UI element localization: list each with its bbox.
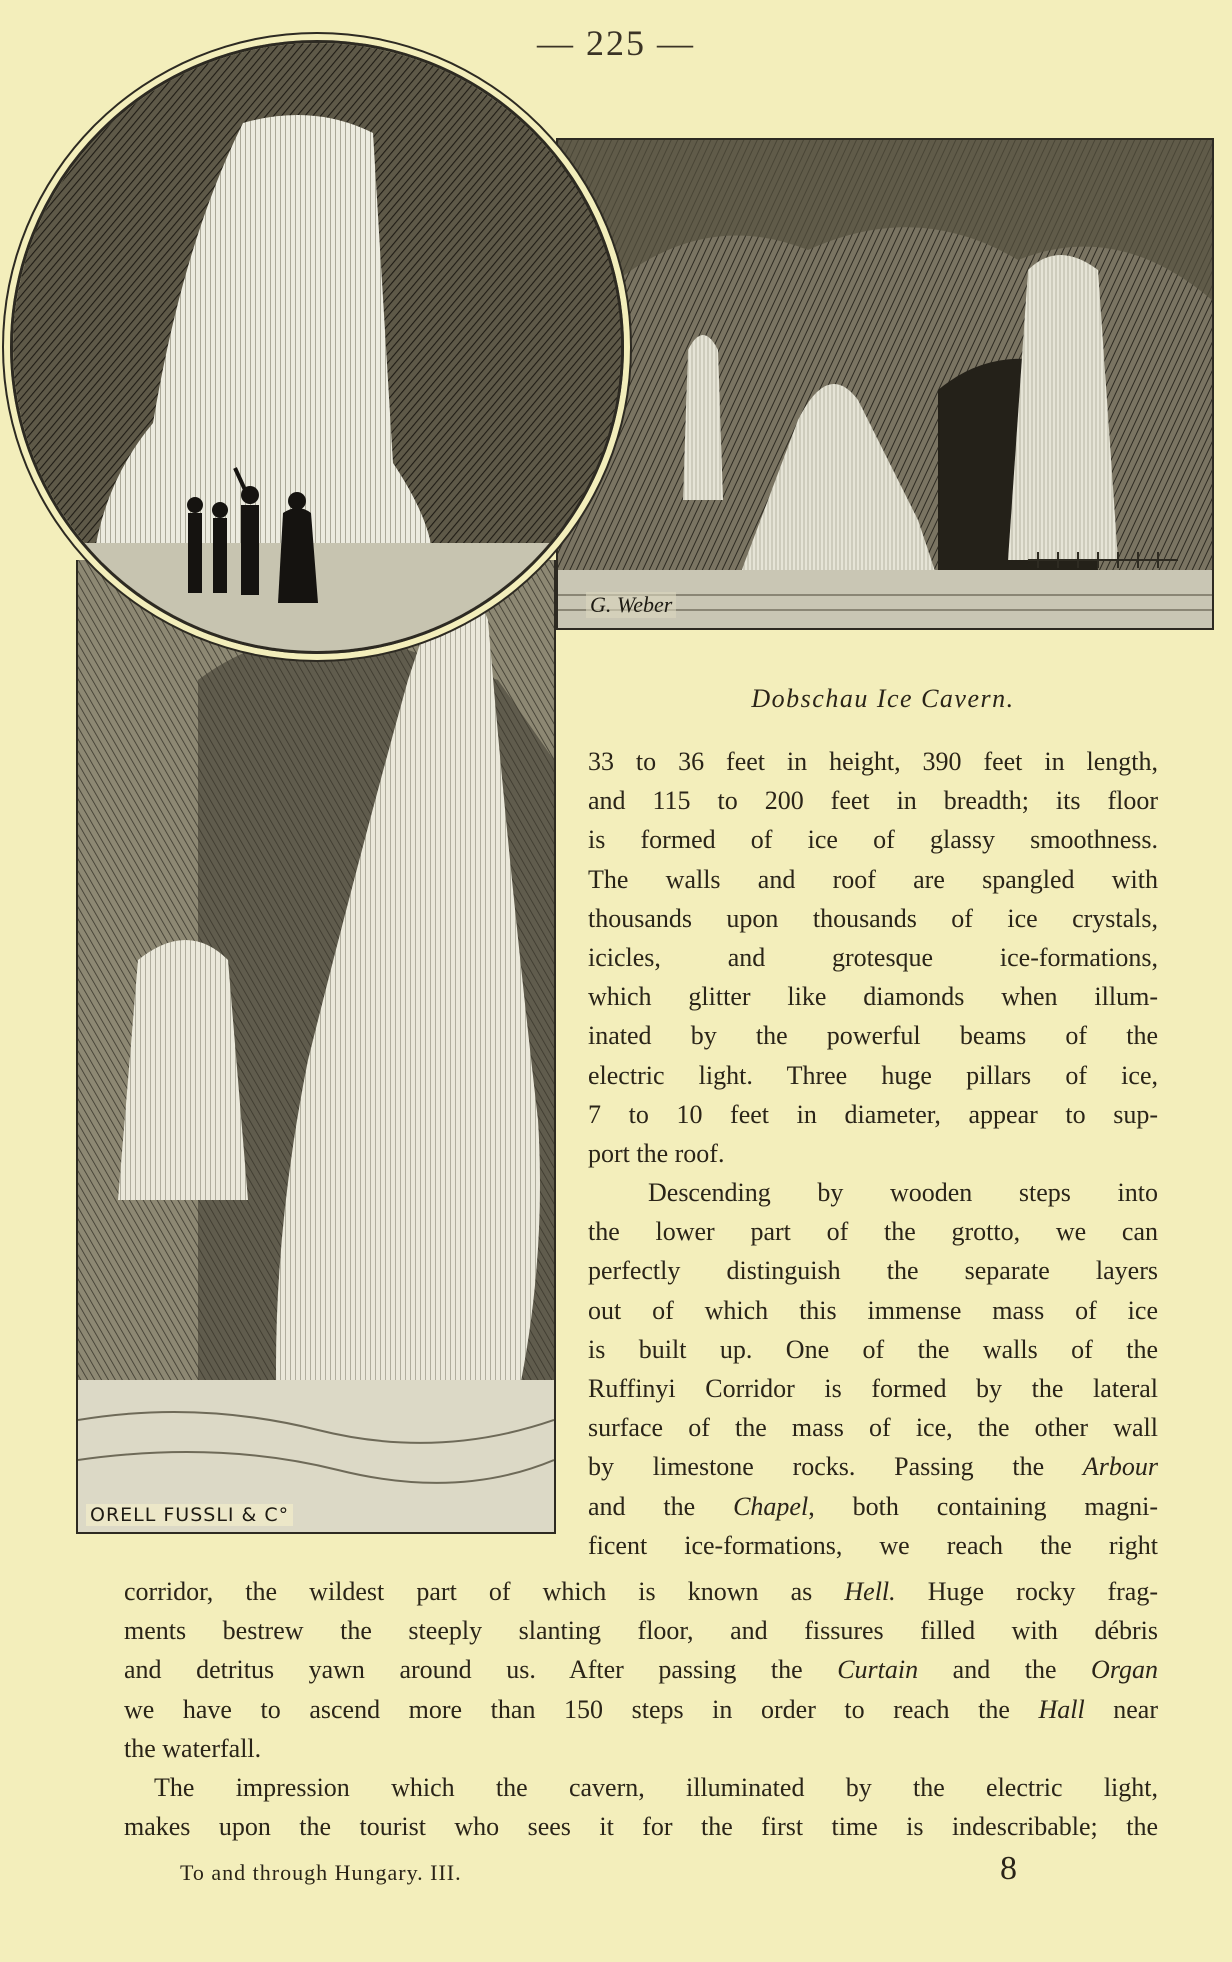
ice-cavern-illustration-right bbox=[556, 138, 1214, 630]
text-line: The walls and roof are spangled with bbox=[588, 864, 1158, 894]
page-number: — 225 — bbox=[537, 23, 695, 63]
text-line: makes upon the tourist who sees it for the first time is indescribable; the bbox=[124, 1812, 1158, 1842]
figure-caption: Dobschau Ice Cavern. bbox=[751, 684, 1015, 713]
text-line: Ruffinyi Corridor is formed by the lateral bbox=[588, 1374, 1158, 1403]
text-line: 33 to 36 feet in height, 390 feet in length, bbox=[588, 747, 1158, 776]
text-line: port the roof. bbox=[588, 1138, 725, 1168]
text-line: by limestone rocks. Passing the Arbour bbox=[588, 1452, 1158, 1482]
text-line: the lower part of the grotto, we can bbox=[588, 1217, 1158, 1247]
text-line: is formed of ice of glassy smoothness. bbox=[588, 825, 1158, 855]
footer-title: To and through Hungary. III. bbox=[180, 1860, 462, 1885]
text-line: the waterfall. bbox=[124, 1733, 262, 1763]
body-text-wide bbox=[124, 1572, 1158, 1846]
text-line: we have to ascend more than 150 steps in order to reach the Hall near bbox=[124, 1694, 1158, 1724]
text-line: perfectly distinguish the separate layers bbox=[588, 1256, 1158, 1286]
text-line: which glitter like diamonds when illum- bbox=[588, 982, 1158, 1012]
signature-mark: 8 bbox=[1000, 1850, 1017, 1887]
engraver-signature: G. Weber bbox=[586, 592, 676, 618]
text-line: inated by the powerful beams of the bbox=[588, 1021, 1158, 1051]
text-line: ficent ice-formations, we reach the right bbox=[588, 1530, 1158, 1560]
engraver-credit: ORELL FUSSLI & C° bbox=[86, 1504, 293, 1526]
text-line: electric light. Three huge pillars of ice, bbox=[588, 1060, 1158, 1090]
text-line: Descending by wooden steps into bbox=[648, 1178, 1158, 1208]
text-line: 7 to 10 feet in diameter, appear to sup- bbox=[588, 1099, 1158, 1129]
text-line: and detritus yawn around us. After passing the Curtain and the Organ bbox=[124, 1655, 1158, 1685]
body-text-narrow bbox=[588, 742, 1158, 1565]
text-line: thousands upon thousands of ice crystals, bbox=[588, 903, 1158, 933]
text-line: icicles, and grotesque ice-formations, bbox=[588, 942, 1158, 972]
text-line: surface of the mass of ice, the other wall bbox=[588, 1413, 1158, 1443]
text-line: out of which this immense mass of ice bbox=[588, 1295, 1158, 1325]
text-line: corridor, the wildest part of which is known as Hell. Huge rocky frag- bbox=[124, 1577, 1158, 1606]
ice-column-illustration-left bbox=[76, 560, 556, 1534]
text-line: and the Chapel, both containing magni- bbox=[588, 1491, 1158, 1521]
text-line: and 115 to 200 feet in breadth; its floor bbox=[588, 786, 1158, 816]
ice-waterfall-vignette bbox=[10, 40, 624, 654]
text-line: ments bestrew the steeply slanting floor, and fissures filled with débris bbox=[124, 1616, 1158, 1646]
text-line: The impression which the cavern, illuminated by the electric light, bbox=[154, 1772, 1158, 1802]
text-line: is built up. One of the walls of the bbox=[588, 1334, 1158, 1364]
